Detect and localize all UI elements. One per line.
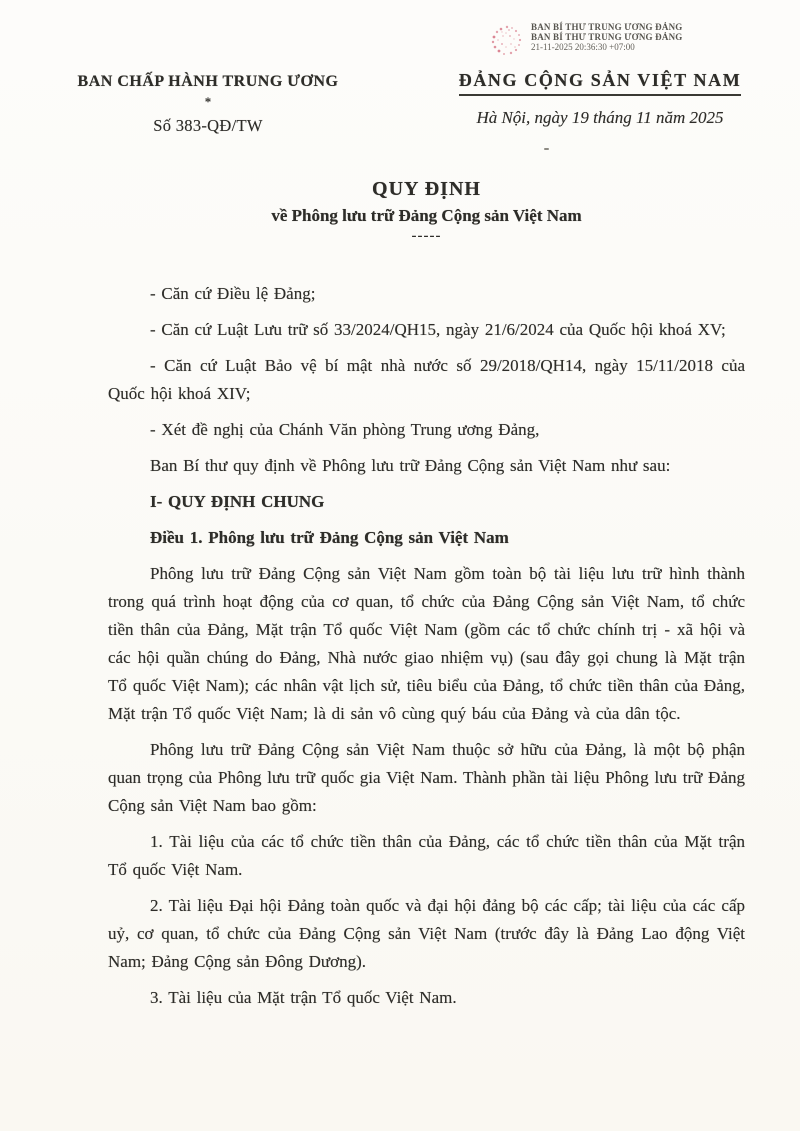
list-item-paragraph: 1. Tài liệu của các tổ chức tiền thân của Đảng, các tổ chức tiền thân của Mặt trận Tổ quốc Việt Nam. [108,832,745,879]
document-subtitle: về Phông lưu trữ Đảng Cộng sản Việt Nam [271,206,582,225]
preamble-paragraph: - Xét đề nghị của Chánh Văn phòng Trung ương Đảng, [150,420,540,439]
body-paragraph: Phông lưu trữ Đảng Cộng sản Việt Nam gồm toàn bộ tài liệu lưu trữ hình thành trong quá trình hoạt động của cơ quan, tổ chức của Đảng Cộng sản Việt Nam, tổ chức tiền thân của Đảng, Mặt trận Tổ quốc Việt Nam (gồm các tổ chức chính trị - xã hội và các hội quần chúng do Đảng, Nhà nước giao nhiệm vụ) (sau đây gọi chung là Mặt trận Tổ quốc Việt Nam); các nhân vật lịch sử, tiêu biểu của Đảng, tổ chức tiền thân của Đảng, Mặt trận Tổ quốc Việt Nam; là di sản vô cùng quý báu của Đảng và của dân tộc. [108,564,745,723]
issuing-authority-name: BAN CHẤP HÀNH TRUNG ƯƠNG [77,73,339,90]
red-seal-stamp-icon [490,24,524,58]
scan-artifact-dot [544,148,549,150]
issuing-authority-block [58,73,358,136]
list-item-paragraph: 2. Tài liệu Đại hội Đảng toàn quốc và đại hội đảng bộ các cấp; tài liệu của các cấp uỷ, cơ quan, tổ chức của Đảng Cộng sản Việt Nam (trước đây là Đảng Lao động Việt Nam; Đảng Cộng sản Đông Dương). [108,896,745,971]
article-heading: Điều 1. Phông lưu trữ Đảng Cộng sản Việt Nam [150,528,509,547]
list-item-paragraph: 3. Tài liệu của Mặt trận Tổ quốc Việt Nam. [150,988,457,1007]
title-divider-dashes: ----- [411,228,442,244]
national-header-block [444,70,756,128]
party-name-heading: ĐẢNG CỘNG SẢN VIỆT NAM [459,70,742,96]
preamble-paragraph: - Căn cứ Điều lệ Đảng; [150,284,316,303]
document-body [108,280,745,1020]
stamp-signer-line: BAN BÍ THƯ TRUNG ƯƠNG ĐẢNG [531,22,683,32]
stamp-text-block [531,22,682,52]
document-title: QUY ĐỊNH [372,178,481,200]
digital-signature-stamp [490,22,682,58]
stamp-timestamp: 21-11-2025 20:36:30 +07:00 [531,42,635,52]
place-and-date-line: Hà Nội, ngày 19 tháng 11 năm 2025 [476,108,724,127]
stamp-signer-line: BAN BÍ THƯ TRUNG ƯƠNG ĐẢNG [531,32,683,42]
body-paragraph: Phông lưu trữ Đảng Cộng sản Việt Nam thuộc sở hữu của Đảng, là một bộ phận quan trọng của Phông lưu trữ quốc gia Việt Nam. Thành phần tài liệu Phông lưu trữ Đảng Cộng sản Việt Nam bao gồm: [108,740,745,815]
section-heading: I- QUY ĐỊNH CHUNG [150,492,325,511]
document-title-block [108,178,745,245]
preamble-paragraph: - Căn cứ Luật Lưu trữ số 33/2024/QH15, ngày 21/6/2024 của Quốc hội khoá XV; [150,320,726,339]
preamble-paragraph: - Căn cứ Luật Bảo vệ bí mật nhà nước số 29/2018/QH14, ngày 15/11/2018 của Quốc hội khoá XIV; [108,356,745,403]
header-separator-star: * [204,94,212,109]
enacting-clause: Ban Bí thư quy định về Phông lưu trữ Đảng Cộng sản Việt Nam như sau: [150,456,671,475]
document-number: Số 383-QĐ/TW [153,116,263,135]
